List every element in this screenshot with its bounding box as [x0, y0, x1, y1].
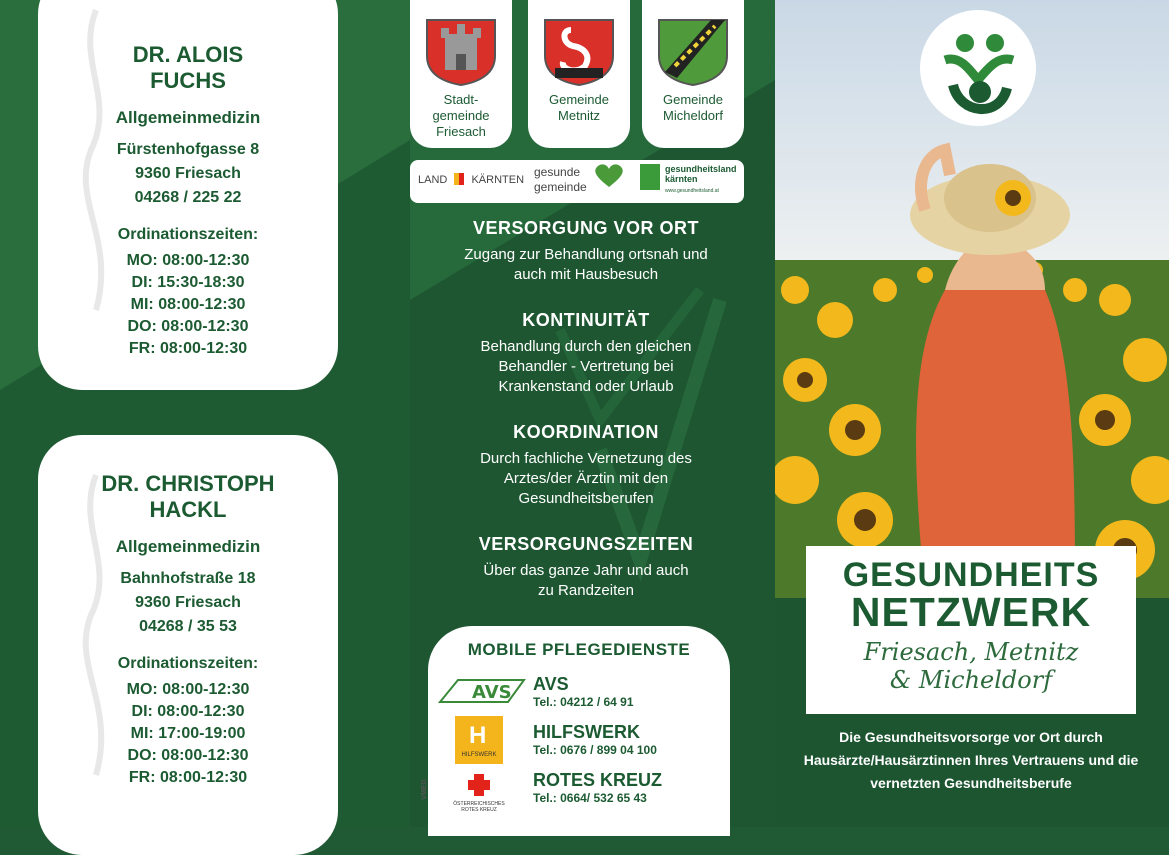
gesundheitsland-text	[665, 164, 737, 196]
service-phone: Tel.: 0676 / 899 04 100	[533, 743, 657, 757]
micheldorf-crest-icon	[655, 16, 731, 86]
cover-title-2: NETZWERK	[850, 589, 1092, 635]
crest-label: Stadt-gemeinde Friesach	[432, 92, 490, 139]
crest-metnitz	[528, 0, 630, 148]
hours-fr: FR: 08:00-12:30	[128, 340, 248, 357]
section-heading: KONTINUITÄT	[522, 310, 650, 330]
hilfswerk-h-icon: H	[469, 722, 487, 749]
service-hilfswerk	[533, 722, 657, 758]
hours-list	[38, 679, 338, 789]
section-koordination	[410, 422, 762, 509]
service-avs	[533, 674, 634, 710]
hilfswerk-logo-text: HILFSWERK	[461, 752, 497, 758]
service-name: AVS	[533, 674, 569, 694]
cover-title-1: GESUNDHEITS	[842, 556, 1100, 594]
doctor-city: 9360 Friesach	[135, 165, 241, 182]
rotes-kreuz-logo	[450, 772, 508, 813]
doctor-street: Bahnhofstraße 18	[120, 570, 256, 587]
hours-title: Ordinationszeiten:	[117, 226, 259, 243]
service-name: HILFSWERK	[533, 722, 640, 742]
red-cross-icon	[450, 772, 508, 796]
partner-logos	[410, 160, 744, 203]
hours-di: DI: 08:00-12:30	[131, 703, 245, 720]
doctor-city: 9360 Friesach	[135, 594, 241, 611]
avs-logo-text: AVS	[472, 682, 512, 703]
avs-logo	[438, 672, 526, 710]
gesundheitsland-icon	[640, 164, 660, 190]
mobile-care-title: MOBILE PFLEGEDIENSTE	[467, 640, 691, 659]
doctor-phone: 04268 / 225 22	[134, 189, 242, 206]
section-versorgungszeiten	[410, 534, 762, 601]
hours-mo: MO: 08:00-12:30	[126, 681, 250, 698]
heart-icon	[592, 163, 626, 189]
hours-di: DI: 15:30-18:30	[131, 274, 245, 291]
rotes-kreuz-logo-text: ÖSTERREICHISCHES ROTES KREUZ	[453, 801, 505, 813]
gl-text-3: www.gesundheitsland.at	[665, 188, 719, 194]
hours-mi: MI: 17:00-19:00	[130, 725, 246, 742]
kaernten-flag-icon	[454, 173, 464, 185]
hours-fr: FR: 08:00-12:30	[128, 769, 248, 786]
land-text: LAND	[418, 174, 448, 186]
land-kaernten-logo	[418, 173, 524, 186]
doctor-card-hackl	[38, 435, 338, 855]
cover-tagline: Die Gesundheitsvorsorge vor Ort durch Hausärzte/Hausärztinnen Ihres Vertrauens und die vernetzten Gesundheitsberufe	[803, 729, 1139, 791]
gl-text-2: kärnten	[665, 174, 698, 184]
cover-title-box	[806, 546, 1136, 714]
hours-do: DO: 08:00-12:30	[127, 318, 249, 335]
mobile-care-panel	[420, 626, 730, 836]
metnitz-crest-icon	[541, 16, 617, 86]
section-heading: VERSORGUNG VOR ORT	[472, 218, 700, 238]
section-text: Über das ganze Jahr und auch zu Randzeiten	[483, 562, 689, 599]
doctor-name: DR. ALOIS FUCHS	[132, 42, 244, 93]
section-text: Behandlung durch den gleichen Behandler - Vertretung bei Krankenstand oder Urlaub	[480, 338, 692, 395]
service-rotes-kreuz	[533, 770, 662, 806]
doctor-name: DR. CHRISTOPH HACKL	[101, 471, 275, 522]
friesach-crest-icon	[423, 16, 499, 86]
hilfswerk-logo	[455, 716, 503, 764]
doctor-street: Fürstenhofgasse 8	[116, 141, 260, 158]
crest-micheldorf	[642, 0, 744, 148]
gl-text-1: gesundheitsland	[665, 164, 737, 174]
kaernten-text: KÄRNTEN	[471, 174, 525, 186]
crest-label: Gemeinde Metnitz	[549, 92, 609, 123]
hours-mi: MI: 08:00-12:30	[130, 296, 246, 313]
cover-subtitle-1: Friesach, Metnitz	[863, 638, 1079, 666]
doctor-card-fuchs	[38, 0, 338, 390]
section-heading: KOORDINATION	[513, 422, 659, 442]
hours-title: Ordinationszeiten:	[117, 655, 259, 672]
section-heading: VERSORGUNGSZEITEN	[478, 534, 694, 554]
section-kontinuitaet	[410, 310, 762, 397]
section-text: Zugang zur Behandlung ortsnah und auch mit Hausbesuch	[464, 246, 708, 283]
cover-photo	[775, 0, 1169, 598]
hours-mo: MO: 08:00-12:30	[126, 252, 250, 269]
doctor-phone: 04268 / 35 53	[139, 618, 237, 635]
print-credit: VMEG	[420, 779, 428, 800]
service-phone: Tel.: 04212 / 64 91	[533, 695, 634, 709]
section-versorgung	[410, 218, 762, 285]
gesunde-text: gesunde	[534, 165, 581, 179]
gemeinde-text: gemeinde	[534, 180, 587, 194]
doctor-specialty: Allgemeinmedizin	[115, 108, 261, 127]
doctor-specialty: Allgemeinmedizin	[115, 537, 261, 556]
crest-friesach	[410, 0, 512, 148]
gesunde-gemeinde-logo	[534, 165, 587, 195]
cover-subtitle-2: & Micheldorf	[889, 666, 1053, 694]
service-name: ROTES KREUZ	[533, 770, 663, 790]
avs-logo-icon	[438, 672, 526, 706]
section-text: Durch fachliche Vernetzung des Arztes/der Ärztin mit den Gesundheitsberufen	[480, 450, 692, 507]
service-phone: Tel.: 0664/ 532 65 43	[533, 791, 647, 805]
hours-do: DO: 08:00-12:30	[127, 747, 249, 764]
hours-list	[38, 250, 338, 360]
crest-label: Gemeinde Micheldorf	[663, 92, 723, 123]
